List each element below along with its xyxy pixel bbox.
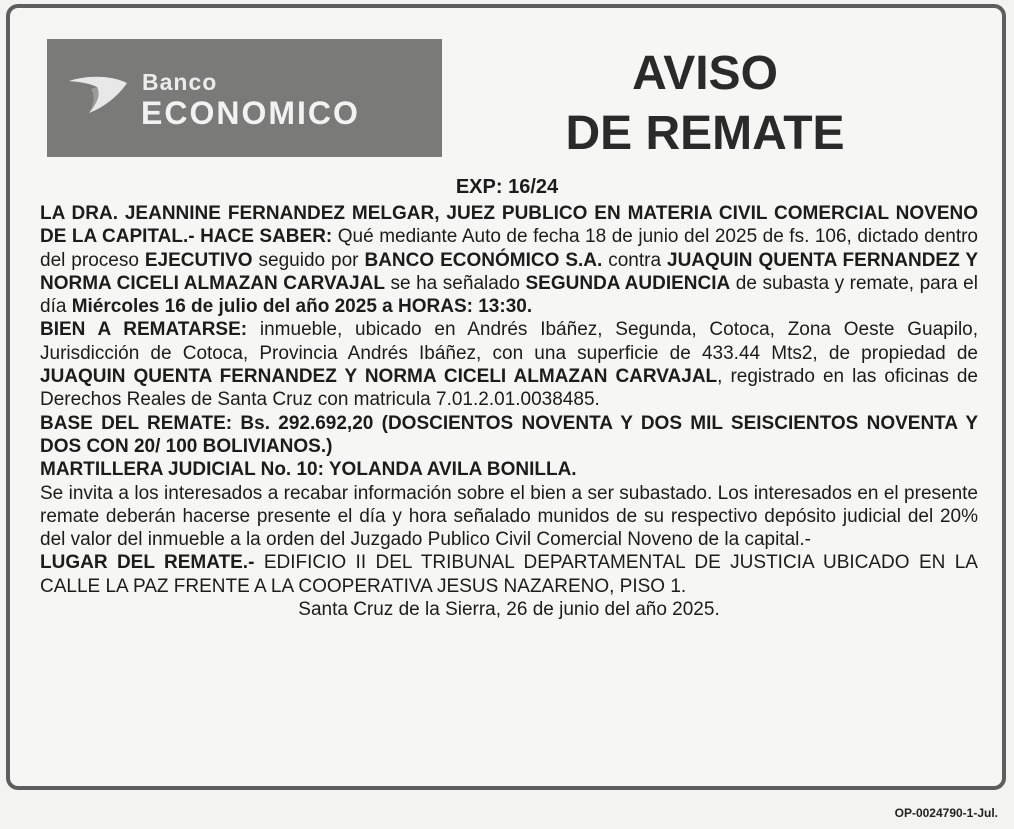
text-span: , registrado en las oficinas de Derechos Reales de Santa Cruz con matricula 7.01.2.01.0038485. [40, 366, 978, 411]
location-label: LUGAR DEL REMATE.- [40, 552, 255, 574]
auction-date: Miércoles 16 de julio del año 2025 a HORAS: 13:30. [71, 296, 533, 318]
publication-code: OP-0024790-1-Jul. [894, 806, 998, 820]
defendant-names: JUAQUIN QUENTA FERNANDEZ Y NORMA CICELI ALMAZAN CARVAJAL [40, 249, 978, 294]
text-span: Qué mediante Auto de fecha 18 de junio del 2025 de fs. 106, dictado dentro del proceso [40, 226, 978, 271]
auctioneer: MARTILLERA JUDICIAL No. 10: YOLANDA AVILA BONILLA. [40, 459, 577, 481]
text-span: inmueble, ubicado en Andrés Ibáñez, Segunda, Cotoca, Zona Oeste Guapilo, Jurisdicción de Cotoca, Provincia Andrés Ibáñez, con una superficie de 433.44 Mts2, de propiedad de [40, 319, 979, 364]
hearing-label: SEGUNDA AUDIENCIA [525, 272, 731, 294]
text-span: seguido por [252, 249, 365, 271]
base-price: BASE DEL REMATE: Bs. 292.692,20 (DOSCIENTOS NOVENTA Y DOS MIL SEISCIENTOS NOVENTA Y DOS CON 20/ 100 BOLIVIANOS.) [40, 412, 978, 457]
title-aviso: AVISO [632, 47, 778, 100]
bank-logo [47, 39, 442, 157]
plaintiff-name: BANCO ECONÓMICO S.A. [364, 249, 603, 271]
swoosh-logo-icon [67, 73, 131, 117]
owner-names: JUAQUIN QUENTA FERNANDEZ Y NORMA CICELI ALMAZAN CARVAJAL [40, 366, 718, 388]
title-de-remate: DE REMATE [565, 107, 845, 160]
notice-body [40, 202, 978, 621]
paragraph-auctioneer [40, 458, 978, 481]
property-label: BIEN A REMATARSE: [40, 319, 248, 341]
paragraph-base-price [40, 412, 978, 459]
paragraph-location [40, 551, 978, 598]
text-span: contra [602, 249, 668, 271]
location-text: EDIFICIO II DEL TRIBUNAL DEPARTAMENTAL DE JUSTICIA UBICADO EN LA CALLE LA PAZ FRENTE A LA COOPERATIVA JESUS NAZARENO, PISO 1. [40, 552, 978, 597]
text-span: de subasta y remate, para el día [40, 272, 978, 318]
logo-text-banco: Banco [142, 69, 218, 95]
judge-statement: LA DRA. JEANNINE FERNANDEZ MELGAR, JUEZ PUBLICO EN MATERIA CIVIL COMERCIAL NOVENO DE LA CAPITAL.- HACE SABER: [40, 203, 978, 248]
text-span: se ha señalado [384, 272, 526, 294]
process-type: EJECUTIVO [144, 249, 253, 271]
case-number: EXP: 16/24 [455, 176, 559, 198]
paragraph-property [40, 318, 978, 411]
logo-text-economico: ECONOMICO [141, 95, 360, 131]
closing-date: Santa Cruz de la Sierra, 26 de junio del año 2025. [298, 599, 720, 621]
paragraph-judge [40, 202, 978, 318]
paragraph-invitation: Se invita a los interesados a recabar información sobre el bien a ser subastado. Los interesados en el presente remate deberán hacerse presente el día y hora señalado munidos de su respectivo depósito judicial del 20% del valor del inmueble a la orden del Juzgado Publico Civil Comercial Noveno de la capital.- [40, 482, 978, 551]
